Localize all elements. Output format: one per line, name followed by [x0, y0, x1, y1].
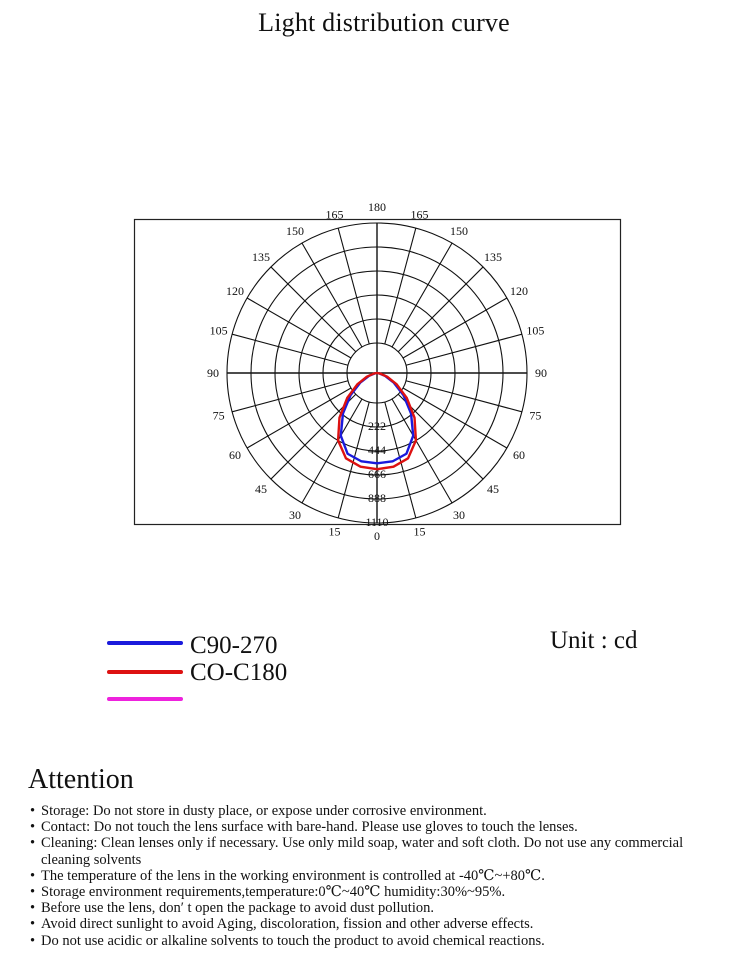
legend-label-co-c180: CO-C180	[190, 659, 288, 686]
attention-item-text: Cleaning: Clean lenses only if necessary. Use only mild soap, water and soft cloth. Do not use any commercial cleaning solvents	[41, 835, 684, 868]
attention-item-text: Storage environment requirements,temperature:0℃~40℃ humidity:30%~95%.	[41, 884, 506, 901]
angle-label-right-60: 60	[513, 448, 526, 462]
bullet-icon: •	[30, 819, 36, 836]
angle-label-left-105: 105	[209, 323, 228, 338]
attention-item	[30, 868, 730, 884]
legend-swatch-c90-270	[107, 641, 183, 645]
bullet-icon: •	[30, 916, 36, 933]
radial-tick-888: 888	[368, 491, 386, 505]
radial-tick-444: 444	[368, 443, 386, 457]
angle-label-right-150: 150	[450, 223, 468, 238]
attention-item	[30, 933, 730, 949]
legend-swatch-magenta	[107, 697, 183, 701]
grid-spoke-135	[398, 267, 483, 352]
attention-item	[30, 900, 730, 916]
grid-spoke-225	[271, 267, 356, 352]
angle-label-right-90: 90	[535, 366, 547, 380]
bullet-icon: •	[30, 835, 36, 852]
attention-item-text: Before use the lens, don′ t open the package to avoid dust pollution.	[41, 900, 434, 917]
grid-spoke-285	[232, 381, 348, 412]
grid-spoke-195	[338, 228, 369, 344]
bullet-icon: •	[30, 900, 36, 917]
grid-spoke-75	[406, 381, 522, 412]
bullet-icon: •	[30, 867, 36, 884]
grid-spoke-165	[385, 228, 416, 344]
angle-label-right-120: 120	[510, 284, 529, 298]
radial-tick-222: 222	[368, 419, 386, 433]
angle-label-right-165: 165	[410, 207, 429, 222]
attention-heading: Attention	[28, 764, 134, 795]
angle-label-bottom: 0	[374, 529, 380, 543]
angle-label-left-60: 60	[228, 448, 241, 462]
attention-list	[30, 803, 730, 949]
unit-label: Unit : cd	[550, 627, 638, 654]
angle-label-top: 180	[368, 200, 386, 214]
angle-label-left-135: 135	[252, 250, 271, 265]
legend-label-c90-270: C90-270	[190, 632, 278, 659]
angle-label-left-15: 15	[328, 524, 341, 539]
attention-item	[30, 835, 730, 867]
angle-label-right-135: 135	[483, 250, 502, 265]
angle-label-left-165: 165	[325, 207, 344, 222]
attention-item-text: Storage: Do not store in dusty place, or expose under corrosive environment.	[41, 803, 487, 819]
attention-item-text: The temperature of the lens in the working environment is controlled at -40℃~+80℃.	[41, 867, 545, 884]
attention-item-text: Contact: Do not touch the lens surface with bare-hand. Please use gloves to touch the lenses.	[41, 819, 578, 836]
angle-label-left-150: 150	[286, 223, 304, 238]
attention-item	[30, 803, 730, 819]
angle-label-right-45: 45	[486, 481, 499, 496]
legend-swatch-co-c180	[107, 670, 183, 674]
angle-label-right-30: 30	[453, 508, 465, 523]
grid-spoke-105	[406, 334, 522, 365]
angle-label-left-75: 75	[212, 408, 225, 423]
angle-label-left-45: 45	[255, 481, 268, 496]
attention-item-text: Avoid direct sunlight to avoid Aging, discoloration, fission and other adverse effects.	[41, 916, 534, 933]
angle-label-left-30: 30	[289, 508, 301, 523]
attention-item	[30, 819, 730, 835]
bullet-icon: •	[30, 803, 36, 819]
grid-spoke-255	[232, 334, 348, 365]
attention-item	[30, 884, 730, 900]
angle-label-right-75: 75	[529, 408, 542, 423]
bullet-icon: •	[30, 884, 36, 901]
angle-label-left-90: 90	[207, 366, 219, 380]
attention-item	[30, 916, 730, 932]
angle-label-left-120: 120	[225, 284, 244, 298]
angle-label-right-105: 105	[526, 323, 545, 338]
radial-tick-1110: 1110	[365, 515, 389, 529]
radial-tick-666: 666	[368, 467, 386, 481]
attention-item-text: Do not use acidic or alkaline solvents to touch the product to avoid chemical reactions.	[41, 932, 545, 949]
chart-title: Light distribution curve	[258, 8, 510, 37]
angle-label-right-15: 15	[413, 524, 426, 539]
bullet-icon: •	[30, 932, 36, 949]
